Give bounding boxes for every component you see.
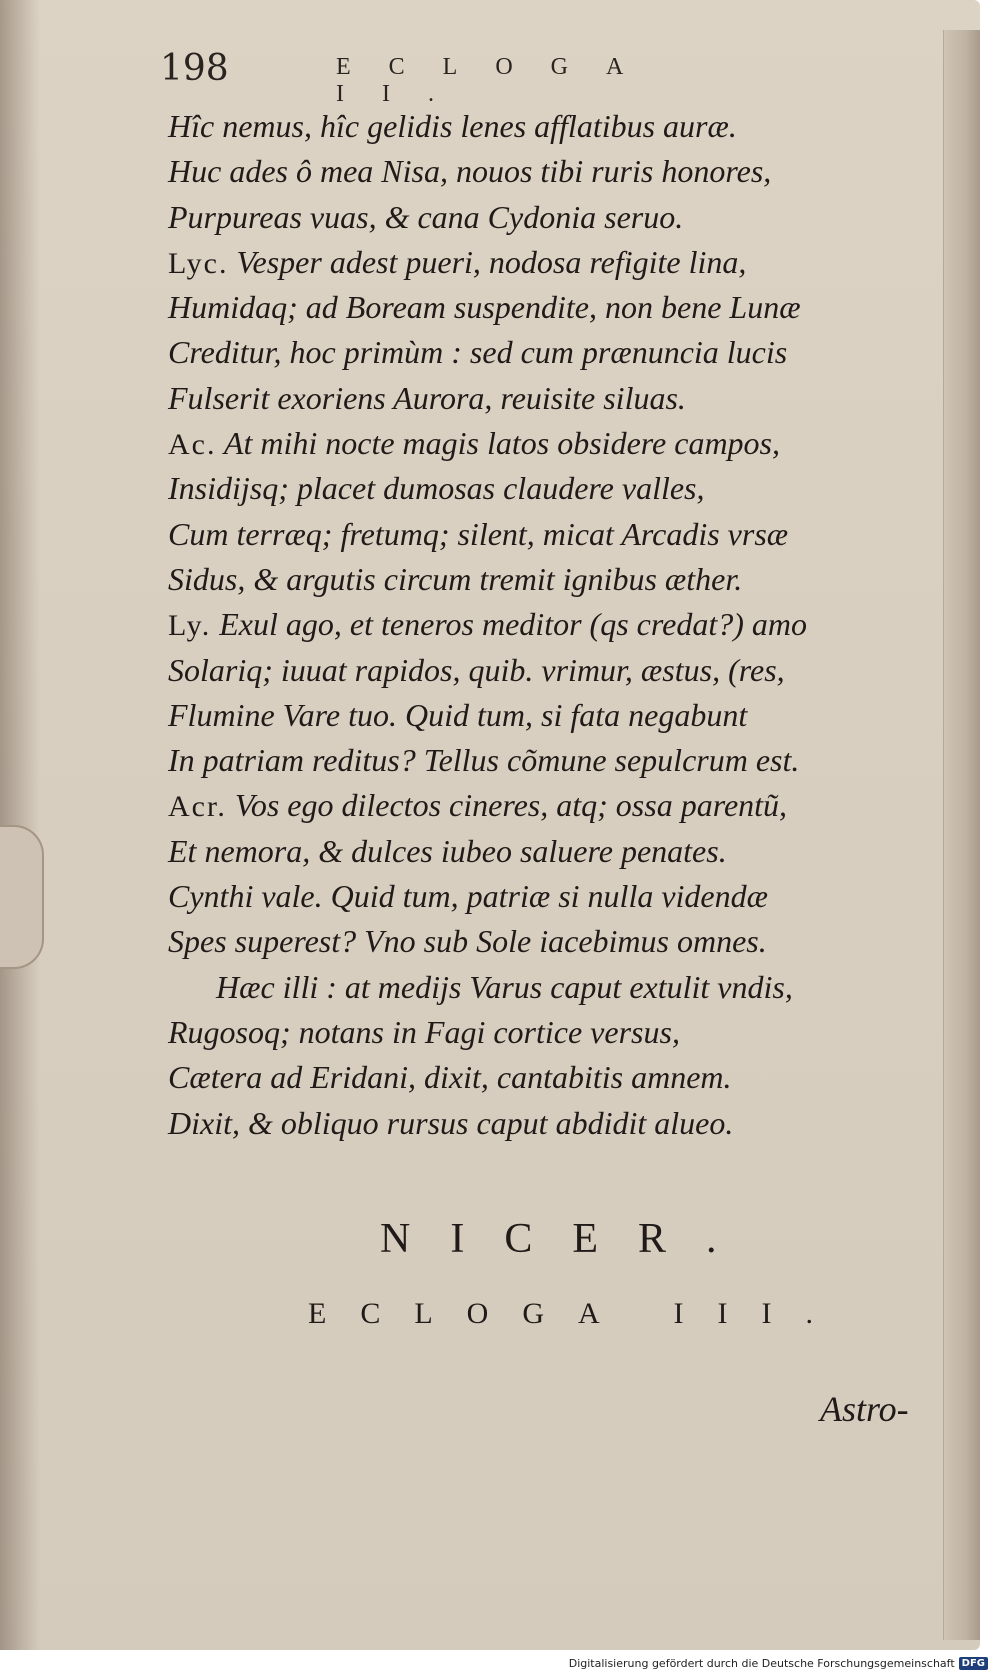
credit-text: Digitalisierung gefördert durch die Deutsche Forschungsgemeinschaft: [568, 1657, 955, 1670]
speaker-label: Ac.: [168, 428, 217, 462]
line-text: Flumine Vare tuo. Quid tum, si fata negabunt: [168, 696, 748, 733]
line-text: Hîc nemus, hîc gelidis lenes afflatibus auræ.: [168, 108, 737, 144]
poem-line: [168, 602, 928, 647]
line-text: Insidijsq; placet dumosas claudere valles,: [168, 470, 705, 507]
line-text: In patriam reditus? Tellus cõmune sepulcrum est.: [168, 742, 800, 779]
dfg-logo: DFG: [959, 1657, 988, 1670]
line-text: Rugosoq; notans in Fagi cortice versus,: [168, 1013, 680, 1050]
line-text: Spes superest? Vno sub Sole iacebimus omnes.: [168, 923, 767, 960]
line-text: At mihi nocte magis latos obsidere campos,: [223, 425, 780, 462]
line-text: Sidus, & argutis circum tremit ignibus æther.: [168, 560, 743, 597]
poem-line: [168, 693, 928, 738]
page-edge: [943, 30, 980, 1640]
page-header: [160, 48, 760, 107]
poem-line: [168, 330, 928, 375]
poem-line: [168, 104, 928, 149]
poem-line: [168, 965, 928, 1010]
line-text: Hæc illi : at medijs Varus caput extulit vndis,: [216, 968, 793, 1005]
poem-line: [168, 195, 928, 240]
line-text: Vesper adest pueri, nodosa refigite lina,: [236, 243, 747, 280]
poem-line: [168, 783, 928, 828]
poem-line: [168, 421, 928, 466]
poem-line: [168, 1101, 928, 1146]
line-text: Huc ades ô mea Nisa, nouos tibi ruris honores,: [168, 153, 772, 190]
section-title: NICER.: [380, 1216, 757, 1262]
line-text: Cynthi vale. Quid tum, patriæ si nulla videndæ: [168, 878, 768, 915]
poem-line: [168, 512, 928, 557]
poem-line: [168, 376, 928, 421]
running-head: ECLOGA II.: [336, 54, 660, 107]
line-text: Creditur, hoc primùm : sed cum prænuncia lucis: [168, 334, 788, 371]
poem-line: [168, 738, 928, 783]
line-text: Dixit, & obliquo rursus caput abdidit alueo.: [168, 1104, 734, 1141]
poem-line: [168, 557, 928, 602]
poem-line: [168, 240, 928, 285]
poem-line: [168, 149, 928, 194]
poem-line: [168, 648, 928, 693]
poem-line: [168, 1055, 928, 1100]
poem-line: [168, 285, 928, 330]
poem-line: [168, 1010, 928, 1055]
line-text: Purpureas vuas, & cana Cydonia seruo.: [168, 198, 684, 235]
speaker-label: Acr.: [168, 790, 227, 824]
digitization-credit: [569, 1657, 988, 1670]
poem-text: [168, 104, 928, 1146]
line-text: Solariq; iuuat rapidos, quib. vrimur, æstus, (res,: [168, 651, 785, 688]
poem-line: [168, 874, 928, 919]
line-text: Cum terræq; fretumq; silent, micat Arcadis vrsæ: [168, 515, 789, 552]
poem-line: [168, 919, 928, 964]
line-text: Et nemora, & dulces iubeo saluere penates.: [168, 832, 727, 869]
section-subtitle: ECLOGA III.: [308, 1297, 847, 1330]
line-text: Cætera ad Eridani, dixit, cantabitis amnem.: [168, 1059, 732, 1096]
page-number: 198: [160, 48, 229, 89]
line-text: Fulserit exoriens Aurora, reuisite siluas.: [168, 379, 686, 416]
poem-line: [168, 829, 928, 874]
speaker-label: Ly.: [168, 609, 212, 643]
line-text: Humidaq; ad Boream suspendite, non bene Lunæ: [168, 289, 801, 326]
line-text: Vos ego dilectos cineres, atq; ossa parentũ,: [234, 787, 788, 824]
poem-line: [168, 466, 928, 511]
catchword: Astro-: [820, 1389, 909, 1429]
line-text: Exul ago, et teneros meditor (qs credat?) amo: [219, 606, 807, 643]
speaker-label: Lyc.: [168, 246, 229, 280]
page-clip: [0, 825, 44, 969]
